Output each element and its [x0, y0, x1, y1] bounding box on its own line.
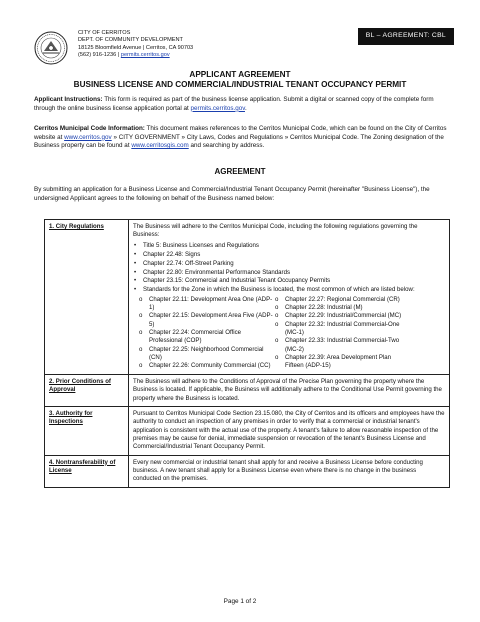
list-item: • Title 5: Business Licenses and Regulations: [133, 242, 445, 250]
document-title: [0, 70, 480, 91]
phone-number: (562) 916-1236 |: [78, 52, 121, 59]
section-body-nontransferability: Every new commercial or industrial tenant shall apply for and receive a Business License before conducting business. A new tenant shall apply for a Business License even where there is no change in the business conducted on the premises.: [129, 455, 450, 487]
instructions-end: .: [244, 104, 247, 112]
zone-chapters: [139, 296, 445, 371]
department-name: DEPT. OF COMMUNITY DEVELOPMENT: [78, 37, 183, 44]
list-item: • Chapter 22.48: Signs: [133, 251, 445, 259]
code-info-text-1: This document makes references to the Cerritos Municipal Code, which can be found on the City of Cerritos website at: [34, 125, 447, 141]
section-body-authority: Pursuant to Cerritos Municipal Code Section 23.15.080, the City of Cerritos and its officers and employees have the authority to conduct an inspection of any premises in order to verify that a commercial or industrial tenant's application is consistent with the actual use of the property. A tenant's failure to allow reasonable inspection of the premises may be cause for denial, immediate suspension or revocation of the tenant's Business License and Commercial/Industrial Tenant Occupancy Permit.: [129, 406, 450, 455]
section-body-city-regulations: [129, 220, 450, 375]
agreement-terms-table: [44, 219, 450, 488]
portal-link[interactable]: permits.cerritos.gov: [190, 104, 245, 112]
letterhead: [34, 28, 454, 64]
applicant-instructions: [34, 96, 450, 113]
permits-link[interactable]: permits.cerritos.gov: [120, 52, 170, 59]
table-row: [45, 220, 450, 375]
title-line-2: BUSINESS LICENSE AND COMMERCIAL/INDUSTRIAL TENANT OCCUPANCY PERMIT: [73, 80, 407, 90]
cerritos-website-link[interactable]: www.cerritos.gov: [64, 133, 112, 141]
code-info-text-3: and searching by address.: [188, 142, 265, 150]
city-seal-icon: [34, 31, 68, 65]
section-label-prior-conditions: 2. Prior Conditions of Approval: [45, 374, 129, 406]
list-item: o Chapter 22.11: Development Area One (ADP-1): [139, 296, 275, 313]
code-info-lead: Cerritos Municipal Code Information:: [34, 125, 145, 132]
section-label-authority: 3. Authority for Inspections: [45, 406, 129, 455]
list-item: o Chapter 22.39: Area Development Plan Fifteen (ADP-15): [275, 354, 405, 371]
list-item: o Chapter 22.26: Community Commercial (CC): [139, 362, 275, 370]
zone-column-left: [139, 296, 275, 371]
instructions-lead: Applicant Instructions:: [34, 96, 103, 103]
page-number: Page 1 of 2: [223, 598, 257, 605]
list-item: o Chapter 22.32: Industrial Commercial-One (MC-1): [275, 321, 405, 338]
street-address: 18125 Bloomfield Avenue | Cerritos, CA 90703: [78, 44, 194, 51]
form-code-badge: BL – AGREEMENT: CBL: [358, 28, 454, 45]
list-item: • Standards for the Zone in which the Business is located, the most common of which are listed below:: [133, 286, 445, 294]
list-item: • Chapter 23.15: Commercial and Industrial Tenant Occupancy Permits: [133, 277, 445, 285]
instructions-text: This form is required as part of the business license application. Submit a digital or scanned copy of the complete form through the online business license application portal at: [34, 96, 434, 112]
section-label-nontransferability: 4. Nontransferability of License: [45, 455, 129, 487]
table-row: [45, 374, 450, 406]
title-line-1: APPLICANT AGREEMENT: [189, 70, 291, 79]
list-item: • Chapter 22.80: Environmental Performance Standards: [133, 269, 445, 277]
section-label-city-regulations: 1. City Regulations: [45, 220, 129, 375]
city-name: CITY OF CERRITOS: [78, 30, 131, 36]
list-item: o Chapter 22.27: Regional Commercial (CR): [275, 296, 405, 304]
city-regulations-text: The Business will adhere to the Cerritos Municipal Code, including the following regulations governing the Business:: [133, 223, 418, 239]
agreement-heading: AGREEMENT: [214, 167, 266, 176]
cerritos-gis-link[interactable]: www.cerritosgis.com: [131, 142, 189, 150]
zone-column-right: [275, 296, 405, 371]
list-item: o Chapter 22.25: Neighborhood Commercial (CN): [139, 346, 275, 363]
table-row: [45, 406, 450, 455]
code-info-text-2: » CITY GOVERNMENT » City Laws, Codes and Regulations » Cerritos Municipal Code. The Zoning designation of the Business property can be found at: [34, 133, 444, 150]
agreement-intro: By submitting an application for a Business License and Commercial/Industrial Tenant Occupancy Permit (hereinafter "Business License"), the undersigned Applicant agrees to the following on behalf of the Business named below:: [34, 186, 430, 202]
contact-line: [78, 52, 193, 59]
table-row: [45, 455, 450, 487]
regulations-list: [133, 242, 445, 295]
list-item: o Chapter 22.29: Industrial/Commercial (MC): [275, 312, 405, 320]
list-item: • Chapter 22.74: Off-Street Parking: [133, 260, 445, 268]
list-item: o Chapter 22.24: Commercial Office Professional (COP): [139, 329, 275, 346]
section-body-prior-conditions: The Business will adhere to the Conditions of Approval of the Precise Plan governing the property where the Business is located. If applicable, the Business will additionally adhere to the Conditional Use Permit governing the property where the Business is located.: [129, 374, 450, 406]
list-item: o Chapter 22.15: Development Area Five (ADP-5): [139, 312, 275, 329]
department-address: [78, 30, 193, 60]
list-item: o Chapter 22.33: Industrial Commercial-Two (MC-2): [275, 337, 405, 354]
list-item: o Chapter 22.28: Industrial (M): [275, 304, 405, 312]
municipal-code-info: [34, 125, 450, 151]
